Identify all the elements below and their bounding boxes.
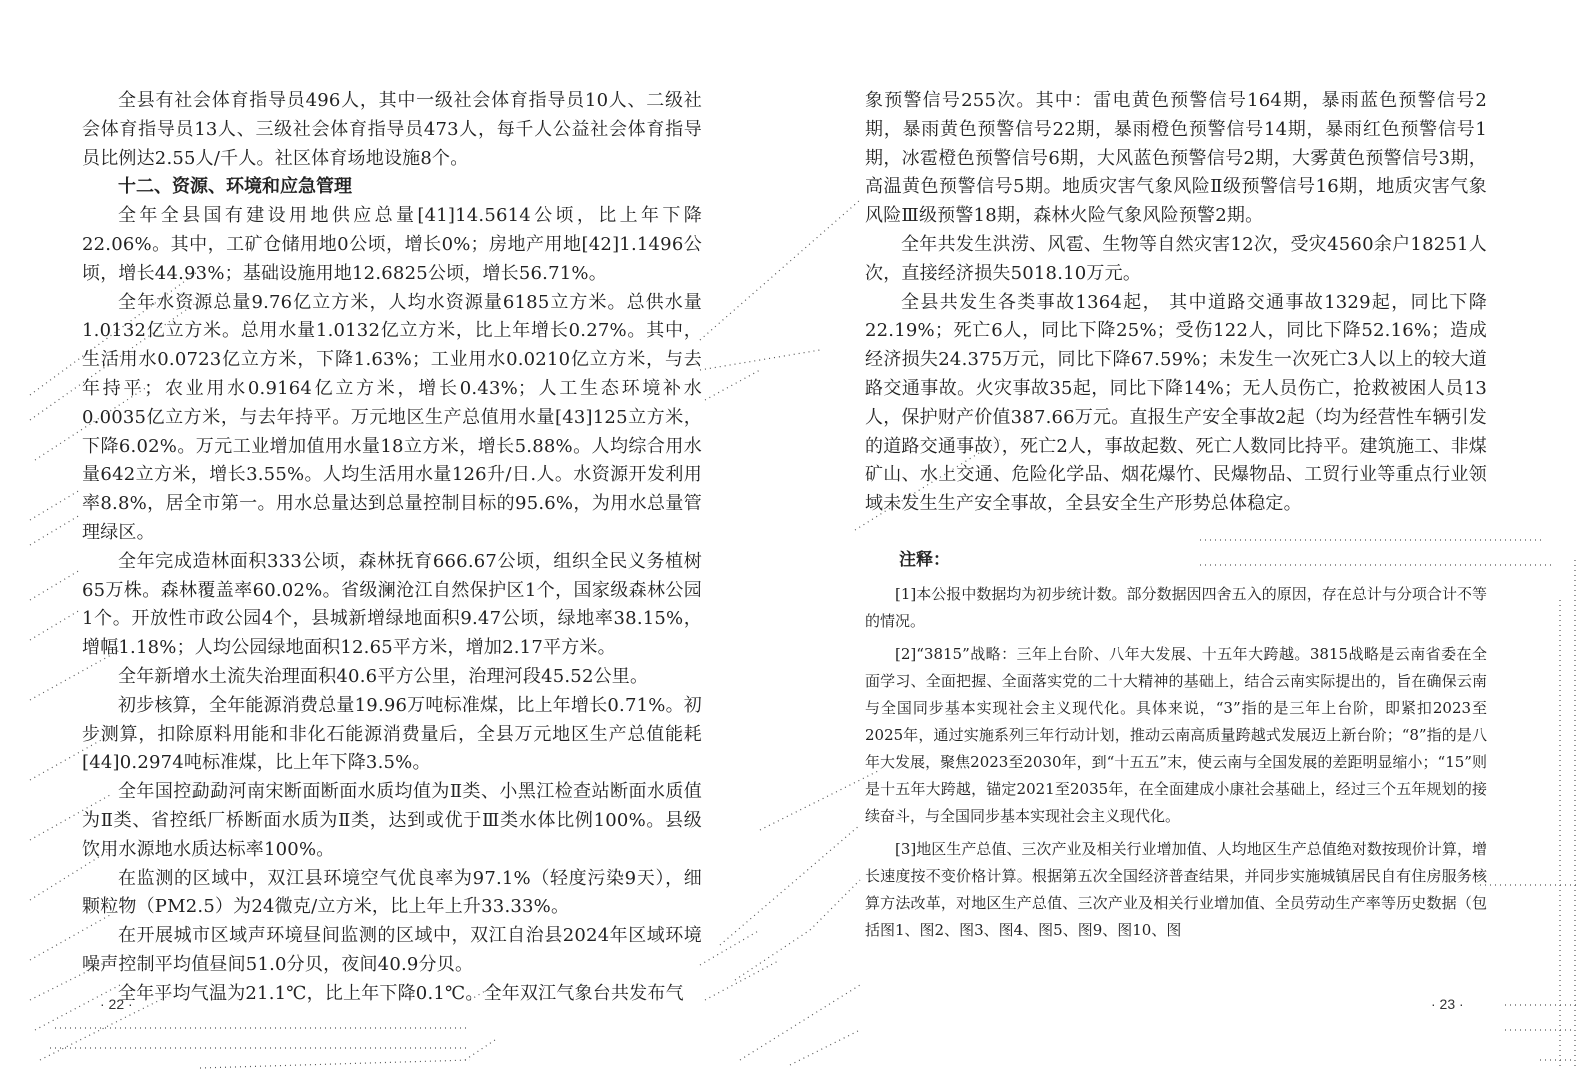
notes-list xyxy=(865,581,1487,944)
right-page xyxy=(793,0,1587,1077)
paragraph: 初步核算，全年能源消费总量19.96万吨标准煤，比上年增长0.71%。初步测算，扣除原料用能和非化石能源消费量后，全县万元地区生产总值能耗[44]0.2974吨标准煤，比上年下降3.5%。 xyxy=(82,694,702,774)
page-number-right: · 23 · xyxy=(1431,996,1464,1012)
left-body-text xyxy=(82,87,702,1009)
section-heading: 十二、资源、环境和应急管理 xyxy=(118,176,352,198)
paragraph: 全年水资源总量9.76亿立方米，人均水资源量6185立方米。总供水量1.0132亿立方米。总用水量1.0132亿立方米，比上年增长0.27%。其中，生活用水0.0723亿立方米，下降1.63%；工业用水0.0210亿立方米，与去年持平；农业用水0.9164亿立方米，增长0.43%；人工生态环境补水0.0035亿立方米，与去年持平。万元地区生产总值用水量[43]125立方米，下降6.02%。万元工业增加值用水量18立方米，增长5.88%。人均综合用水量642立方米，增长3.55%。人均生活用水量126升/日.人。水资源开发利用率8.8%，居全市第一。用水总量达到总量控制目标的95.6%，为用水总量管理绿区。 xyxy=(82,291,702,543)
left-page xyxy=(0,0,793,1077)
paragraph: 全年平均气温为21.1℃，比上年下降0.1℃。全年双江气象台共发布气 xyxy=(118,982,684,1004)
paragraph: 全县有社会体育指导员496人，其中一级社会体育指导员10人、二级社会体育指导员13人、三级社会体育指导员473人，每千人公益社会体育指导员比例达2.55人/千人。社区体育场地设施8个。 xyxy=(82,90,702,169)
paragraph: 全年完成造林面积333公顷，森林抚育666.67公顷，组织全民义务植树65万株。森林覆盖率60.02%。省级澜沧江自然保护区1个，国家级森林公园1个。开放性市政公园4个，县城新增绿地面积9.47公顷，绿地率38.15%，增幅1.18%；人均公园绿地面积12.65平方米，增加2.17平方米。 xyxy=(82,550,702,659)
note-item: [3]地区生产总值、三次产业及相关行业增加值、人均地区生产总值绝对数按现价计算，增长速度按不变价格计算。根据第五次全国经济普查结果，并同步实施城镇居民自有住房服务核算方法改革，对地区生产总值、三次产业及相关行业增加值、全员劳动生产率等历史数据（包括图1、图2、图3、图4、图5、图9、图10、图 xyxy=(865,839,1487,939)
note-item: [2]“3815”战略：三年上台阶、八年大发展、十五年大跨越。3815战略是云南省委在全面学习、全面把握、全面落实党的二十大精神的基础上，结合云南实际提出的，旨在确保云南与全国同步基本实现社会主义现代化。具体来说，“3”指的是三年上台阶，即紧扣2023至2025年，通过实施系列三年行动计划，推动云南高质量跨越式发展迈上新台阶；“8”指的是八年大发展，聚焦2023至2030年，到“十五五”末，使云南与全国发展的差距明显缩小；“15”则是十五年大跨越，锚定2021至2035年，在全面建成小康社会基础上，经过三个五年规划的接续奋斗，与全国同步基本实现社会主义现代化。 xyxy=(865,644,1487,825)
right-column xyxy=(865,87,1487,950)
note-item: [1]本公报中数据均为初步统计数。部分数据因四舍五入的原因，存在总计与分项合计不等的情况。 xyxy=(865,584,1487,630)
paragraph: 在监测的区域中，双江县环境空气优良率为97.1%（轻度污染9天），细颗粒物（PM2.5）为24微克/立方米，比上年上升33.33%。 xyxy=(82,867,702,918)
right-body-text xyxy=(865,87,1487,519)
paragraph: 象预警信号255次。其中：雷电黄色预警信号164期，暴雨蓝色预警信号2期，暴雨黄色预警信号22期，暴雨橙色预警信号14期，暴雨红色预警信号1期，冰雹橙色预警信号6期，大风蓝色预警信号2期，大雾黄色预警信号3期，高温黄色预警信号5期。地质灾害气象风险Ⅱ级预警信号16期，地质灾害气象风险Ⅲ级预警18期，森林火险气象风险预警2期。 xyxy=(865,90,1487,227)
paragraph: 在开展城市区域声环境昼间监测的区域中，双江自治县2024年区域环境噪声控制平均值昼间51.0分贝，夜间40.9分贝。 xyxy=(82,925,702,975)
page-number-left: · 22 · xyxy=(100,996,133,1012)
paragraph: 全县共发生各类事故1364起， 其中道路交通事故1329起，同比下降22.19%；死亡6人，同比下降25%；受伤122人，同比下降52.16%；造成经济损失24.375万元，同比下降67.59%；未发生一次死亡3人以上的较大道路交通事故。火灾事故35起，同比下降14%；无人员伤亡，抢救被困人员13人，保护财产价值387.66万元。直报生产安全事故2起（均为经营性车辆引发的道路交通事故），死亡2人，事故起数、死亡人数同比持平。建筑施工、非煤矿山、水上交通、危险化学品、烟花爆竹、民爆物品、工贸行业等重点行业领域未发生生产安全事故，全县安全生产形势总体稳定。 xyxy=(865,291,1487,515)
paragraph: 全年全县国有建设用地供应总量[41]14.5614公顷，比上年下降22.06%。其中，工矿仓储用地0公顷，增长0%；房地产用地[42]1.1496公顷，增长44.93%；基础设施用地12.6825公顷，增长56.71%。 xyxy=(82,205,702,284)
notes-title: 注释： xyxy=(899,549,950,570)
paragraph: 全年国控勐勐河南宋断面断面水质均值为Ⅱ类、小黑江检查站断面水质值为Ⅱ类、省控纸厂桥断面水质为Ⅱ类，达到或优于Ⅲ类水体比例100%。县级饮用水源地水质达标率100%。 xyxy=(82,781,702,860)
paragraph: 全年新增水土流失治理面积40.6平方公里，治理河段45.52公里。 xyxy=(118,665,649,687)
paragraph: 全年共发生洪涝、风雹、生物等自然灾害12次，受灾4560余户18251人次，直接经济损失5018.10万元。 xyxy=(865,233,1487,284)
